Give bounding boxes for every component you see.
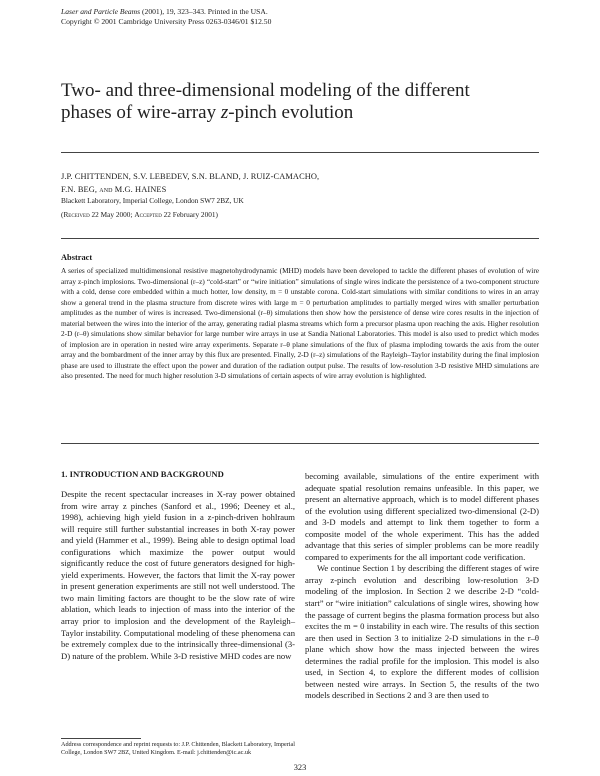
accepted-date: 22 February 2001) <box>163 210 218 219</box>
authors-line-2 <box>61 183 319 196</box>
right-column-paragraph-1: becoming available, simulations of the entire experiment with adequate spatial resolution remains unfeasible. In this paper, we present an alternative approach, which is to model different phases of the evolution using different specialized two-dimensional (2-D) and 3-D models and attempt to link them together to form a composite model of the whole experiment. This has the added advantage that this series of simpler problems can be more readily compared to experiments for the all important code verification. <box>305 471 539 562</box>
received-date: 22 May 2000; <box>91 210 133 219</box>
paper-title <box>61 80 541 124</box>
received-dates: (Received 22 May 2000; Accepted 22 February 2001) <box>61 210 218 219</box>
author-list <box>61 170 319 196</box>
citation-info: (2001), 19, 323–343. Printed in the USA. <box>142 7 268 16</box>
title-rule <box>61 152 539 153</box>
title-line-2 <box>61 102 541 124</box>
title-part: phases of wire-array <box>61 102 221 123</box>
journal-name: Laser and Particle Beams <box>61 7 141 16</box>
affiliation: Blackett Laboratory, Imperial College, London SW7 2BZ, UK <box>61 196 244 205</box>
copyright-line: Copyright © 2001 Cambridge University Press 0263-0346/01 $12.50 <box>61 16 272 26</box>
accepted-label: Accepted <box>134 210 162 219</box>
received-label: Received <box>63 210 90 219</box>
author-names: F.N. BEG, <box>61 185 98 194</box>
right-column <box>305 471 539 702</box>
section-heading: 1. INTRODUCTION AND BACKGROUND <box>61 469 224 479</box>
right-column-paragraph-2: We continue Section 1 by describing the different stages of wire array z-pinch evolution and describing low-resolution 3-D modeling of the implosion. In Section 2 we describe 2-D “cold-start” or “wire initiation” calculations of single wires, showing how the passage of current begins the plasma formation process but also excites the m = 0 instability in each wire. The results of this section are then used in Section 3 to initialize 2-D simulations in the r–θ plane which show how the mass injected between the wires determines the radial profile for the implosion. This model is also used, in Section 4, to explore the different modes of collision between nested wire arrays. In Section 5, the results of the two models described in Sections 2 and 3 are then used to <box>305 563 539 701</box>
abstract-heading: Abstract <box>61 253 93 262</box>
footnote: Address correspondence and reprint requests to: J.P. Chittenden, Blackett Laboratory, Imperial College, London SW7 2BZ, United Kingdom. E-mail: j.chittenden@ic.ac.uk <box>61 741 295 757</box>
title-z: z <box>220 102 229 123</box>
page-number: 323 <box>293 763 307 772</box>
authors-line-1: J.P. CHITTENDEN, S.V. LEBEDEV, S.N. BLAND, J. RUIZ-CAMACHO, <box>61 172 320 181</box>
journal-citation <box>61 7 271 17</box>
running-header <box>61 7 271 26</box>
author-and: and <box>99 185 113 194</box>
title-part: -pinch evolution <box>228 102 354 123</box>
abstract-top-rule <box>61 238 539 239</box>
author-last: M.G. HAINES <box>114 185 167 194</box>
title-line-1: Two- and three-dimensional modeling of the different <box>61 80 470 101</box>
abstract-bottom-rule <box>61 443 539 444</box>
footnote-rule <box>61 738 141 739</box>
left-column-text: Despite the recent spectacular increases in X-ray power obtained from wire array z pinches (Sanford et al., 1996; Deeney et al., 1998), achieving high yield fusion in a z-pinch-driven hohlraum will require still further substantial increases in both X-ray power and yield (Hammer et al., 1999). Being able to design optimal load configurations which maximize the power output would significantly reduce the cost of future generators designed for high-yield experiments. However, the factors that limit the X-ray power in present generation experiments are still not well understood. The two main limiting factors are thought to be the slow rate of wire ablation, which leads to injection of mass into the interior of the array prior to implosion and the development of the Rayleigh–Taylor instability. Computational modeling of these phenomena can be extremely complex due to the intrinsically three-dimensional (3-D) nature of the problem. While 3-D resistive MHD codes are now <box>61 489 295 661</box>
abstract-text: A series of specialized multidimensional resistive magnetohydrodynamic (MHD) models have been developed to tackle the different phases of evolution of wire array z-pinch implosions. Two-dimensional (r–z) “cold-start” or “wire initiation” simulations of single wires indicate the persistence of a two-component structure with a cold, dense core embedded within a much hotter, low density, m = 0 unstable corona. Cold-start simulations with similar conditions to wires in an array show a general trend in the plasma structure from discrete wires with large m = 0 perturbation amplitudes to partially merged wires with smaller perturbation amplitudes as the number of wires is increased. Two-dimensional (r–θ) simulations then show how the persistence of dense wire cores results in the injection of material between the wires into the interior of the array, generating radial plasma streams which form a precursor plasma upon reaching the axis. Higher resolution 2-D (r–θ) simulations show similar behavior for large number wire arrays in use at Sandia National Laboratories. This model is also used to predict which modes of implosion are in operation in nested wire array experiments. Separate r–θ plane simulations of the flux of plasma imploding towards the axis from the outer array and the bombardment of the inner array by this flux are presented. Finally, 2-D (r–z) simulations of the Rayleigh–Taylor instability during the final implosion phase are used to illustrate the effect upon the power and duration of the radiation output pulse. The results of low-resolution 3-D resistive MHD simulations are also presented. The need for much higher resolution 3-D simulations of certain aspects of wire array evolution is highlighted. <box>61 266 539 380</box>
left-column <box>61 489 295 662</box>
